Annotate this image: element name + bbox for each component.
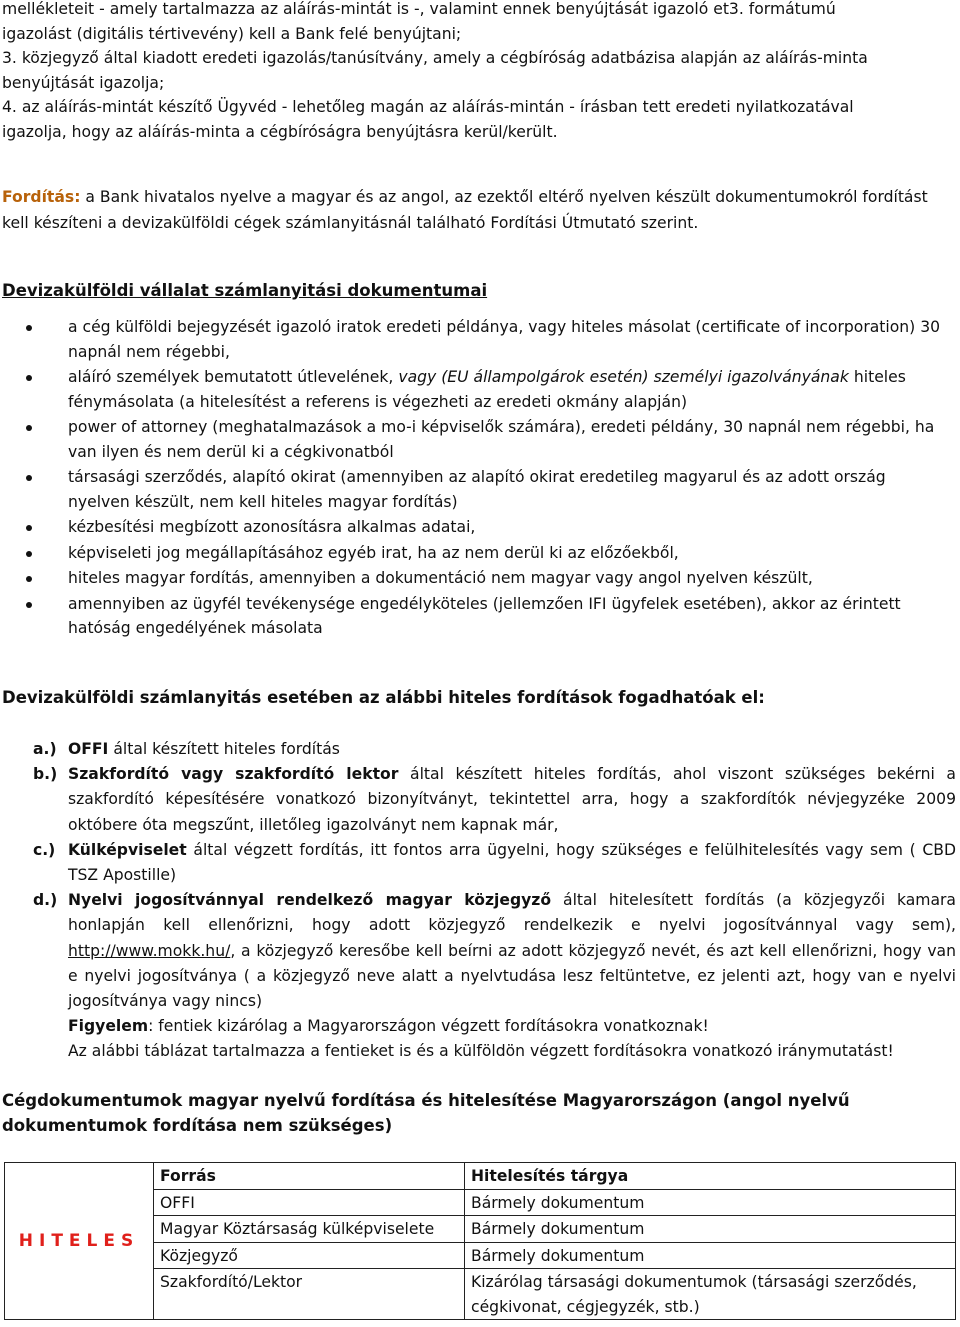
intro-paragraph (2, 0, 956, 144)
list-item: társasági szerződés, alapító okirat (amennyiben az alapító okirat eredetileg magyarul és az adott ország nyelven készült, nem kell hiteles magyar fordítás) (0, 465, 950, 514)
bullet-icon (26, 375, 32, 381)
bullet-icon (26, 525, 32, 531)
intro-line: mellékleteit - amely tartalmazza az aláírás-mintát is -, valamint ennek benyújtását igazoló et3. formátumú (2, 0, 836, 18)
hiteles-label: HITELES (5, 1163, 154, 1320)
list-item: b.) Szakfordító vagy szakfordító lektor által készített hiteles fordítás, ahol viszont szükséges bekérni a szakfordító képesítésére vonatkozó bizonyítványt, tekintettel arra, hogy a szakfordítók névjegyzéke 2009 októbere óta megszűnt, illetőleg igazolványt nem kapnak már, (0, 762, 956, 838)
list-item: hiteles magyar fordítás, amennyiben a dokumentáció nem magyar vagy angol nyelven készült, (0, 566, 950, 591)
intro-line: 3. közjegyző által kiadott eredeti igazolás/tanúsítvány, amely a cégbíróság adatbázisa alapján az aláírás-minta (2, 49, 868, 67)
cell-subject: Bármely dokumentum (465, 1189, 956, 1216)
list-item: képviseleti jog megállapításához egyéb irat, ha az nem derül ki az előzőekből, (0, 541, 950, 566)
bullet-icon (26, 602, 32, 608)
list-marker: c.) (33, 840, 56, 859)
list-item: aláíró személyek bemutatott útlevelének, vagy (EU állampolgárok esetén) személyi igazolványának hiteles fénymásolata (a hitelesítést a referens is végezheti az eredeti okmány alapján) (0, 365, 950, 414)
list-item: c.) Külképviselet által végzett fordítás, itt fontos arra ügyelni, hogy szükséges e felülhitelesítés vagy sem ( CBD TSZ Apostille) (0, 838, 956, 888)
intro-line: igazolást (digitális tértivevény) kell a Bank felé benyújtani; (2, 24, 462, 43)
list-item: kézbesítési megbízott azonosításra alkalmas adatai, (0, 515, 950, 540)
intro-line: benyújtását igazolja; (2, 73, 165, 92)
cell-source: OFFI (154, 1189, 465, 1216)
cell-subject: Bármely dokumentum (465, 1216, 956, 1243)
bullet-icon (26, 425, 32, 431)
translation-label: Fordítás: (2, 188, 81, 206)
bullet-icon (26, 325, 32, 331)
column-header-source: Forrás (154, 1163, 465, 1190)
intro-line: igazolja, hogy az aláírás-minta a cégbíróságra benyújtásra kerül/került. (2, 122, 558, 141)
note-line: Az alábbi táblázat tartalmazza a fentieket is és a külföldön végzett fordításokra vonatkozó iránymutatást! (68, 1042, 894, 1061)
note-line: Figyelem: fentiek kizárólag a Magyarországon végzett fordításokra vonatkoznak! (68, 1017, 709, 1036)
translation-paragraph (2, 184, 956, 236)
translations-list (0, 737, 956, 1065)
note-label: Figyelem (68, 1017, 149, 1036)
list-marker: d.) (33, 891, 58, 910)
cell-subject: Bármely dokumentum (465, 1242, 956, 1269)
cell-source: Közjegyző (154, 1242, 465, 1269)
list-marker: a.) (33, 740, 57, 758)
cell-source: Szakfordító/Lektor (154, 1269, 465, 1320)
bullet-icon (26, 475, 32, 481)
table-header-row (5, 1163, 956, 1190)
cell-subject: Kizárólag társasági dokumentumok (társasági szerződés, cégkivonat, cégjegyzék, stb.) (465, 1269, 956, 1320)
documents-list (0, 315, 950, 642)
cell-source: Magyar Köztársaság külképviselete (154, 1216, 465, 1243)
intro-line: 4. az aláírás-mintát készítő Ügyvéd - lehetőleg magán az aláírás-mintán - írásban tett eredeti nyilatkozatával (2, 98, 854, 116)
list-marker: b.) (33, 765, 58, 784)
section-title-documents: Devizakülföldi vállalat számlanyitási dokumentumai (2, 281, 488, 300)
bullet-icon (26, 576, 32, 582)
list-item: a.) OFFI által készített hiteles fordítás (0, 737, 956, 762)
list-item: d.) Nyelvi jogosítvánnyal rendelkező magyar közjegyző által hitelesített fordítás (a közjegyzői kamara honlapján kell ellenőrizni, hogy adott közjegyző rendelkezik e nyelvi jogosítvánnyal vagy sem), http://www.mokk.hu/, a közjegyző keresőbe kell beírni az adott közjegyző nevét, és azt kell ellenőrizni, hogy van e nyelvi jogosítványa ( a közjegyző neve alatt a nyelvtudása lesz feltüntetve, ez jelenti azt, hogy van e nyelvi jogosítványa vagy nincs) (0, 888, 956, 1014)
certification-table (4, 1162, 956, 1320)
section-title-company-docs: Cégdokumentumok magyar nyelvű fordítása és hitelesítése Magyarországon (angol nyelvű dokumentumok fordítása nem szükséges) (2, 1091, 850, 1135)
mokk-link[interactable]: http://www.mokk.hu/ (68, 941, 231, 960)
list-item: power of attorney (meghatalmazások a mo-i képviselők számára), eredeti példány, 30 napnál nem régebbi, ha van ilyen és nem derül ki a cégkivonatból (0, 415, 950, 464)
translation-text: a Bank hivatalos nyelve a magyar és az angol, az ezektől eltérő nyelven készült dokumentumokról fordítást kell készíteni a devizakülföldi cégek számlanyitásnál található Fordítási Útmutató szerint. (2, 188, 928, 232)
section-title-translations: Devizakülföldi számlanyitás esetében az alábbi hiteles fordítások fogadhatóak el: (2, 688, 765, 707)
list-item: amennyiben az ügyfél tevékenysége engedélyköteles (jellemzően IFI ügyfelek esetében), akkor az érintett hatóság engedélyének másolata (0, 592, 950, 641)
column-header-subject: Hitelesítés tárgya (465, 1163, 956, 1190)
bullet-icon (26, 551, 32, 557)
list-item: a cég külföldi bejegyzését igazoló iratok eredeti példánya, vagy hiteles másolat (certificate of incorporation) 30 napnál nem régebbi, (0, 315, 950, 364)
